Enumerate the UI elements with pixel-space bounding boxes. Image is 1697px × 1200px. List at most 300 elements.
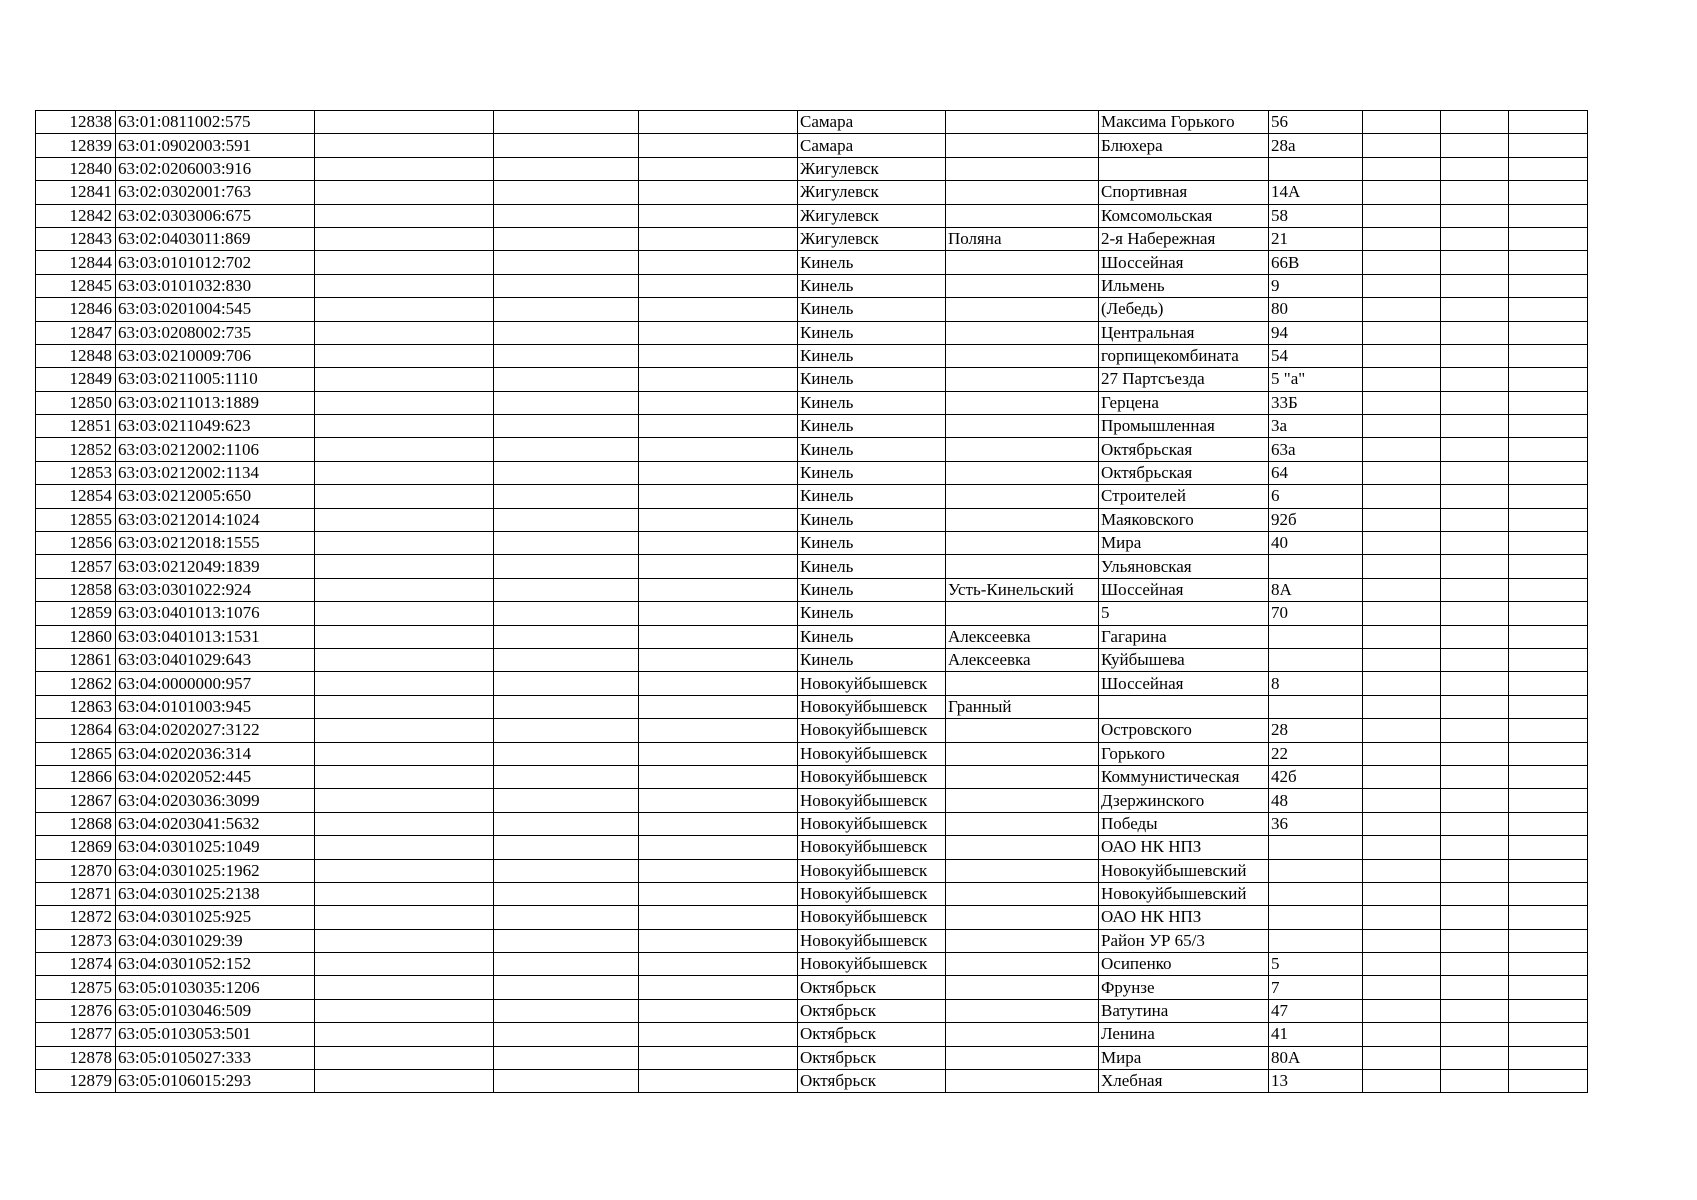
city-cell: Кинель [798, 508, 946, 531]
row-number-cell: 12874 [36, 953, 116, 976]
house-number-cell: 48 [1269, 789, 1363, 812]
blank-cell-5 [639, 602, 798, 625]
cadastral-number-cell: 63:05:0103046:509 [116, 999, 315, 1022]
blank-cell-10 [1363, 391, 1441, 414]
blank-cell-12 [1509, 1023, 1588, 1046]
blank-cell-10 [1363, 976, 1441, 999]
blank-cell-11 [1441, 227, 1509, 250]
city-cell: Кинель [798, 461, 946, 484]
blank-cell-10 [1363, 1046, 1441, 1069]
blank-cell-11 [1441, 344, 1509, 367]
street-cell: Куйбышева [1099, 648, 1269, 671]
blank-cell-5 [639, 274, 798, 297]
row-number-cell: 12870 [36, 859, 116, 882]
blank-cell-10 [1363, 555, 1441, 578]
city-cell: Кинель [798, 415, 946, 438]
blank-cell-11 [1441, 953, 1509, 976]
table-row [36, 227, 1588, 250]
blank-cell-12 [1509, 672, 1588, 695]
cadastral-number-cell: 63:02:0403011:869 [116, 227, 315, 250]
house-number-cell: 47 [1269, 999, 1363, 1022]
blank-cell-5 [639, 625, 798, 648]
blank-cell-10 [1363, 251, 1441, 274]
row-number-cell: 12858 [36, 578, 116, 601]
blank-cell-3 [315, 789, 494, 812]
blank-cell-11 [1441, 204, 1509, 227]
blank-cell-10 [1363, 111, 1441, 134]
blank-cell-5 [639, 415, 798, 438]
table-row [36, 485, 1588, 508]
row-number-cell: 12860 [36, 625, 116, 648]
blank-cell-5 [639, 836, 798, 859]
street-cell: Фрунзе [1099, 976, 1269, 999]
city-cell: Новокуйбышевск [798, 953, 946, 976]
street-cell: Хлебная [1099, 1070, 1269, 1093]
blank-cell-12 [1509, 906, 1588, 929]
blank-cell-11 [1441, 1046, 1509, 1069]
table-row [36, 1046, 1588, 1069]
blank-cell-4 [494, 976, 639, 999]
city-cell: Кинель [798, 438, 946, 461]
locality-cell [946, 976, 1099, 999]
blank-cell-3 [315, 485, 494, 508]
blank-cell-12 [1509, 882, 1588, 905]
street-cell: Мира [1099, 1046, 1269, 1069]
blank-cell-11 [1441, 812, 1509, 835]
row-number-cell: 12879 [36, 1070, 116, 1093]
city-cell: Новокуйбышевск [798, 812, 946, 835]
row-number-cell: 12865 [36, 742, 116, 765]
street-cell [1099, 695, 1269, 718]
cadastral-number-cell: 63:02:0303006:675 [116, 204, 315, 227]
blank-cell-3 [315, 532, 494, 555]
table-row [36, 532, 1588, 555]
blank-cell-5 [639, 251, 798, 274]
locality-cell [946, 1023, 1099, 1046]
row-number-cell: 12871 [36, 882, 116, 905]
blank-cell-3 [315, 1070, 494, 1093]
locality-cell: Усть-Кинельский [946, 578, 1099, 601]
city-cell: Кинель [798, 625, 946, 648]
blank-cell-11 [1441, 578, 1509, 601]
blank-cell-5 [639, 648, 798, 671]
city-cell: Кинель [798, 344, 946, 367]
street-cell: Коммунистическая [1099, 765, 1269, 788]
locality-cell [946, 532, 1099, 555]
house-number-cell: 5 [1269, 953, 1363, 976]
blank-cell-10 [1363, 485, 1441, 508]
blank-cell-3 [315, 508, 494, 531]
blank-cell-11 [1441, 765, 1509, 788]
locality-cell [946, 157, 1099, 180]
street-cell: Герцена [1099, 391, 1269, 414]
house-number-cell [1269, 157, 1363, 180]
street-cell: Гагарина [1099, 625, 1269, 648]
blank-cell-4 [494, 204, 639, 227]
blank-cell-4 [494, 321, 639, 344]
blank-cell-4 [494, 251, 639, 274]
blank-cell-3 [315, 391, 494, 414]
locality-cell [946, 882, 1099, 905]
street-cell: Осипенко [1099, 953, 1269, 976]
blank-cell-3 [315, 181, 494, 204]
blank-cell-11 [1441, 438, 1509, 461]
cadastral-number-cell: 63:04:0301025:1049 [116, 836, 315, 859]
blank-cell-10 [1363, 999, 1441, 1022]
cadastral-number-cell: 63:03:0212049:1839 [116, 555, 315, 578]
blank-cell-10 [1363, 227, 1441, 250]
blank-cell-11 [1441, 134, 1509, 157]
blank-cell-5 [639, 368, 798, 391]
blank-cell-10 [1363, 438, 1441, 461]
street-cell: Маяковского [1099, 508, 1269, 531]
locality-cell [946, 836, 1099, 859]
blank-cell-5 [639, 391, 798, 414]
cadastral-number-cell: 63:04:0301029:39 [116, 929, 315, 952]
locality-cell [946, 181, 1099, 204]
table-row [36, 274, 1588, 297]
street-cell: Ватутина [1099, 999, 1269, 1022]
locality-cell: Алексеевка [946, 648, 1099, 671]
cadastral-number-cell: 63:03:0211013:1889 [116, 391, 315, 414]
blank-cell-10 [1363, 461, 1441, 484]
locality-cell [946, 672, 1099, 695]
blank-cell-4 [494, 906, 639, 929]
blank-cell-5 [639, 204, 798, 227]
blank-cell-12 [1509, 625, 1588, 648]
city-cell: Кинель [798, 368, 946, 391]
table-row [36, 415, 1588, 438]
blank-cell-4 [494, 953, 639, 976]
blank-cell-4 [494, 789, 639, 812]
blank-cell-10 [1363, 953, 1441, 976]
cadastral-number-cell: 63:03:0201004:545 [116, 298, 315, 321]
blank-cell-4 [494, 485, 639, 508]
street-cell: Шоссейная [1099, 251, 1269, 274]
table-row [36, 321, 1588, 344]
house-number-cell: 9 [1269, 274, 1363, 297]
cadastral-number-cell: 63:04:0202036:314 [116, 742, 315, 765]
table-row [36, 812, 1588, 835]
blank-cell-4 [494, 111, 639, 134]
city-cell: Кинель [798, 648, 946, 671]
house-number-cell [1269, 836, 1363, 859]
blank-cell-4 [494, 999, 639, 1022]
street-cell: 27 Партсъезда [1099, 368, 1269, 391]
city-cell: Самара [798, 134, 946, 157]
blank-cell-5 [639, 298, 798, 321]
blank-cell-4 [494, 836, 639, 859]
table-row [36, 1023, 1588, 1046]
blank-cell-5 [639, 719, 798, 742]
blank-cell-10 [1363, 836, 1441, 859]
city-cell: Жигулевск [798, 227, 946, 250]
blank-cell-4 [494, 298, 639, 321]
locality-cell: Алексеевка [946, 625, 1099, 648]
row-number-cell: 12845 [36, 274, 116, 297]
blank-cell-3 [315, 157, 494, 180]
blank-cell-12 [1509, 461, 1588, 484]
row-number-cell: 12868 [36, 812, 116, 835]
row-number-cell: 12861 [36, 648, 116, 671]
blank-cell-10 [1363, 742, 1441, 765]
cadastral-number-cell: 63:04:0202052:445 [116, 765, 315, 788]
cadastral-number-cell: 63:04:0301052:152 [116, 953, 315, 976]
table-body [36, 111, 1588, 1093]
blank-cell-5 [639, 1023, 798, 1046]
blank-cell-5 [639, 157, 798, 180]
cadastral-number-cell: 63:03:0401013:1076 [116, 602, 315, 625]
cadastral-number-cell: 63:03:0212018:1555 [116, 532, 315, 555]
city-cell: Новокуйбышевск [798, 789, 946, 812]
row-number-cell: 12854 [36, 485, 116, 508]
row-number-cell: 12869 [36, 836, 116, 859]
cadastral-number-cell: 63:04:0000000:957 [116, 672, 315, 695]
locality-cell [946, 906, 1099, 929]
blank-cell-11 [1441, 111, 1509, 134]
house-number-cell: 41 [1269, 1023, 1363, 1046]
blank-cell-5 [639, 999, 798, 1022]
blank-cell-10 [1363, 672, 1441, 695]
cadastral-number-cell: 63:02:0206003:916 [116, 157, 315, 180]
blank-cell-10 [1363, 625, 1441, 648]
blank-cell-5 [639, 695, 798, 718]
cadastral-number-cell: 63:03:0211005:1110 [116, 368, 315, 391]
city-cell: Жигулевск [798, 157, 946, 180]
locality-cell [946, 1046, 1099, 1069]
blank-cell-4 [494, 812, 639, 835]
blank-cell-5 [639, 742, 798, 765]
house-number-cell [1269, 929, 1363, 952]
city-cell: Жигулевск [798, 204, 946, 227]
city-cell: Новокуйбышевск [798, 906, 946, 929]
table-row [36, 391, 1588, 414]
blank-cell-5 [639, 438, 798, 461]
blank-cell-4 [494, 227, 639, 250]
locality-cell [946, 415, 1099, 438]
street-cell: Район УР 65/3 [1099, 929, 1269, 952]
blank-cell-5 [639, 882, 798, 905]
locality-cell [946, 485, 1099, 508]
row-number-cell: 12856 [36, 532, 116, 555]
house-number-cell: 56 [1269, 111, 1363, 134]
city-cell: Октябрьск [798, 1070, 946, 1093]
table-row [36, 578, 1588, 601]
blank-cell-12 [1509, 485, 1588, 508]
house-number-cell: 80 [1269, 298, 1363, 321]
table-row [36, 929, 1588, 952]
city-cell: Кинель [798, 321, 946, 344]
locality-cell [946, 321, 1099, 344]
blank-cell-10 [1363, 157, 1441, 180]
table-row [36, 251, 1588, 274]
table-row [36, 765, 1588, 788]
row-number-cell: 12853 [36, 461, 116, 484]
blank-cell-4 [494, 368, 639, 391]
blank-cell-5 [639, 181, 798, 204]
row-number-cell: 12844 [36, 251, 116, 274]
house-number-cell: 80А [1269, 1046, 1363, 1069]
house-number-cell [1269, 906, 1363, 929]
locality-cell [946, 602, 1099, 625]
table-row [36, 906, 1588, 929]
blank-cell-4 [494, 625, 639, 648]
city-cell: Новокуйбышевск [798, 742, 946, 765]
house-number-cell: 22 [1269, 742, 1363, 765]
blank-cell-11 [1441, 555, 1509, 578]
street-cell: Спортивная [1099, 181, 1269, 204]
blank-cell-5 [639, 1070, 798, 1093]
blank-cell-12 [1509, 999, 1588, 1022]
cadastral-number-cell: 63:04:0203036:3099 [116, 789, 315, 812]
blank-cell-3 [315, 929, 494, 952]
table-row [36, 368, 1588, 391]
street-cell: Мира [1099, 532, 1269, 555]
blank-cell-11 [1441, 181, 1509, 204]
blank-cell-5 [639, 765, 798, 788]
house-number-cell: 36 [1269, 812, 1363, 835]
blank-cell-11 [1441, 602, 1509, 625]
blank-cell-4 [494, 344, 639, 367]
street-cell: Октябрьская [1099, 461, 1269, 484]
table-row [36, 134, 1588, 157]
locality-cell [946, 859, 1099, 882]
house-number-cell: 33Б [1269, 391, 1363, 414]
city-cell: Новокуйбышевск [798, 859, 946, 882]
locality-cell [946, 765, 1099, 788]
blank-cell-12 [1509, 134, 1588, 157]
blank-cell-3 [315, 344, 494, 367]
locality-cell [946, 438, 1099, 461]
street-cell: Победы [1099, 812, 1269, 835]
table-row [36, 602, 1588, 625]
house-number-cell: 14А [1269, 181, 1363, 204]
street-cell: Новокуйбышевский [1099, 882, 1269, 905]
city-cell: Кинель [798, 251, 946, 274]
blank-cell-12 [1509, 953, 1588, 976]
blank-cell-10 [1363, 368, 1441, 391]
blank-cell-3 [315, 719, 494, 742]
blank-cell-11 [1441, 882, 1509, 905]
blank-cell-12 [1509, 578, 1588, 601]
street-cell: Дзержинского [1099, 789, 1269, 812]
blank-cell-12 [1509, 508, 1588, 531]
blank-cell-4 [494, 157, 639, 180]
blank-cell-4 [494, 1070, 639, 1093]
street-cell: 5 [1099, 602, 1269, 625]
blank-cell-3 [315, 836, 494, 859]
locality-cell [946, 391, 1099, 414]
blank-cell-3 [315, 1046, 494, 1069]
row-number-cell: 12848 [36, 344, 116, 367]
blank-cell-3 [315, 274, 494, 297]
blank-cell-12 [1509, 368, 1588, 391]
blank-cell-4 [494, 719, 639, 742]
house-number-cell [1269, 695, 1363, 718]
row-number-cell: 12847 [36, 321, 116, 344]
blank-cell-5 [639, 1046, 798, 1069]
blank-cell-4 [494, 1023, 639, 1046]
locality-cell [946, 461, 1099, 484]
blank-cell-10 [1363, 298, 1441, 321]
table-row [36, 719, 1588, 742]
cadastral-number-cell: 63:03:0210009:706 [116, 344, 315, 367]
table-row [36, 204, 1588, 227]
blank-cell-4 [494, 882, 639, 905]
blank-cell-5 [639, 485, 798, 508]
blank-cell-5 [639, 321, 798, 344]
row-number-cell: 12841 [36, 181, 116, 204]
city-cell: Октябрьск [798, 999, 946, 1022]
blank-cell-5 [639, 953, 798, 976]
blank-cell-12 [1509, 321, 1588, 344]
blank-cell-10 [1363, 578, 1441, 601]
blank-cell-10 [1363, 812, 1441, 835]
blank-cell-4 [494, 929, 639, 952]
house-number-cell [1269, 859, 1363, 882]
blank-cell-12 [1509, 227, 1588, 250]
street-cell: Строителей [1099, 485, 1269, 508]
cadastral-number-cell: 63:03:0212005:650 [116, 485, 315, 508]
house-number-cell: 3а [1269, 415, 1363, 438]
locality-cell [946, 742, 1099, 765]
blank-cell-4 [494, 461, 639, 484]
city-cell: Кинель [798, 602, 946, 625]
row-number-cell: 12878 [36, 1046, 116, 1069]
city-cell: Жигулевск [798, 181, 946, 204]
blank-cell-4 [494, 672, 639, 695]
blank-cell-12 [1509, 111, 1588, 134]
locality-cell [946, 929, 1099, 952]
street-cell: ОАО НК НПЗ [1099, 836, 1269, 859]
blank-cell-5 [639, 859, 798, 882]
blank-cell-12 [1509, 157, 1588, 180]
blank-cell-4 [494, 765, 639, 788]
city-cell: Новокуйбышевск [798, 719, 946, 742]
blank-cell-3 [315, 906, 494, 929]
street-cell: Ленина [1099, 1023, 1269, 1046]
table-row [36, 882, 1588, 905]
table-row [36, 999, 1588, 1022]
blank-cell-12 [1509, 555, 1588, 578]
blank-cell-5 [639, 555, 798, 578]
street-cell: Октябрьская [1099, 438, 1269, 461]
blank-cell-3 [315, 999, 494, 1022]
row-number-cell: 12839 [36, 134, 116, 157]
blank-cell-3 [315, 438, 494, 461]
table-row [36, 508, 1588, 531]
blank-cell-11 [1441, 929, 1509, 952]
blank-cell-11 [1441, 742, 1509, 765]
blank-cell-3 [315, 625, 494, 648]
cadastral-number-cell: 63:04:0202027:3122 [116, 719, 315, 742]
blank-cell-10 [1363, 1023, 1441, 1046]
table-row [36, 461, 1588, 484]
house-number-cell: 42б [1269, 765, 1363, 788]
table-row [36, 836, 1588, 859]
street-cell: Шоссейная [1099, 578, 1269, 601]
table-row [36, 344, 1588, 367]
row-number-cell: 12866 [36, 765, 116, 788]
blank-cell-4 [494, 555, 639, 578]
blank-cell-3 [315, 298, 494, 321]
blank-cell-5 [639, 906, 798, 929]
blank-cell-12 [1509, 415, 1588, 438]
street-cell: Центральная [1099, 321, 1269, 344]
city-cell: Октябрьск [798, 976, 946, 999]
blank-cell-12 [1509, 391, 1588, 414]
blank-cell-4 [494, 438, 639, 461]
